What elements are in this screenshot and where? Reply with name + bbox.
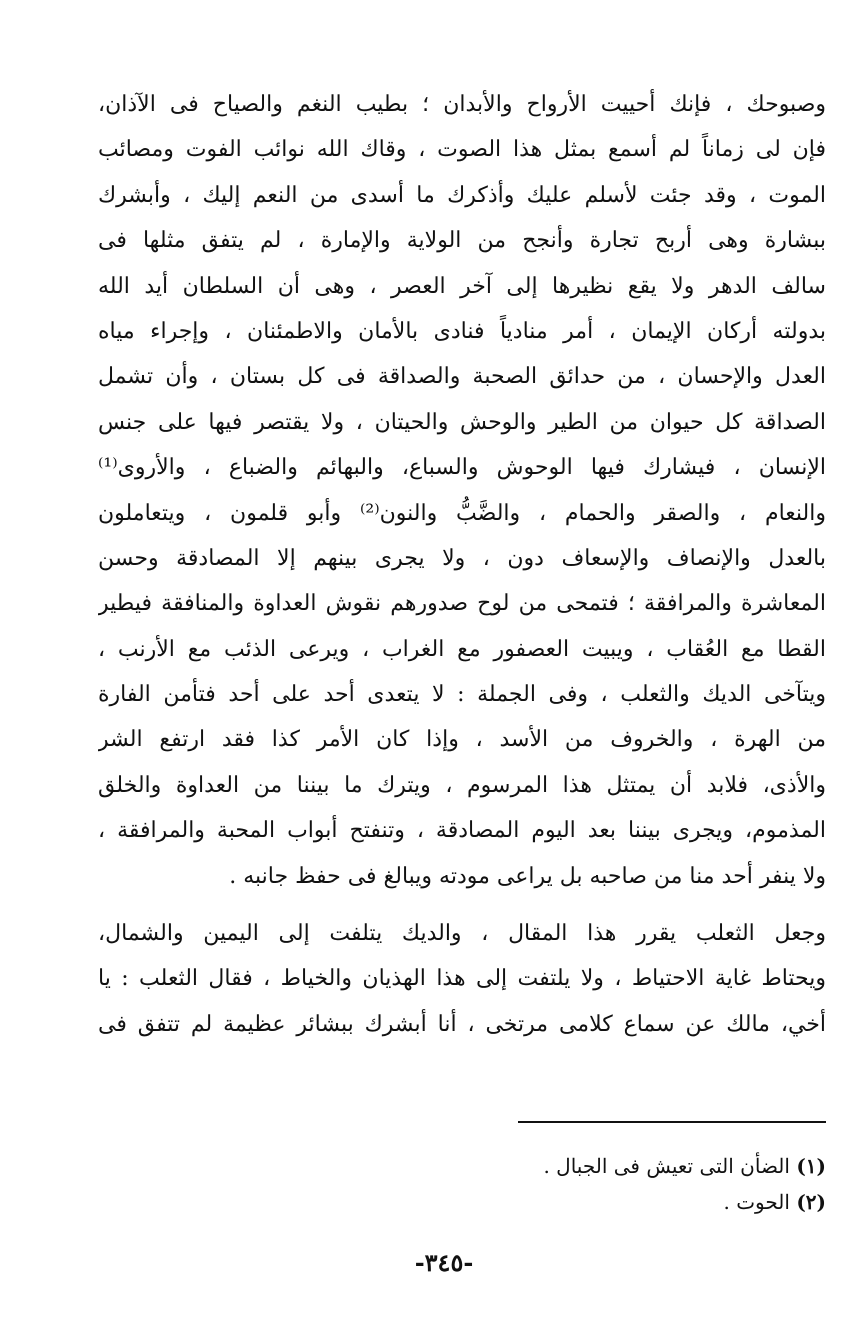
text-line: من الهرة ، والخروف من الأسد ، وإذا كان الأمر كذا فقد ارتفع الشر [98,727,826,753]
text-line: العدل والإحسان ، من حدائق الصحبة والصداقة فى كل بستان ، وأن تشمل [98,364,826,390]
text-line: الصداقة كل حيوان من الطير والوحش والحيتان ، ولا يقتصر فيها على جنس [98,409,826,435]
text-line: المعاشرة والمرافقة ؛ فتمحى من لوح صدورهم نقوش العداوة والمنافقة فيطير [98,591,826,617]
text-line: المذموم، ويجرى بيننا بعد اليوم المصادقة ، وتنفتح أبواب المحبة والمرافقة ، [98,818,826,844]
footnote-text: الضأن التى تعيش فى الجبال . [543,1154,790,1178]
text-line: ولا ينفر أحد منا من صاحبه بل يراعى مودته ويبالغ فى حفظ جانبه . [229,863,826,889]
footnote-item [400,1184,826,1220]
text-line: وجعل الثعلب يقرر هذا المقال ، والديك يتلفت إلى اليمين والشمال، [98,921,826,947]
text-line: بدولته أركان الإيمان ، أمر منادياً فنادى بالأمان والاطمئنان ، وإجراء مياه [98,318,826,344]
text-line: الإنسان ، فيشارك فيها الوحوش والسباع، والبهائم والضباع ، والأروى⁽¹⁾ [98,455,826,481]
text-line: القطا مع العُقاب ، ويبيت العصفور مع الغراب ، ويرعى الذئب مع الأرنب ، [98,636,826,662]
text-line: وصبوحك ، فإنك أحييت الأرواح والأبدان ؛ بطيب النغم والصياح فى الآذان، [98,92,826,117]
footnote-text: الحوت . [723,1190,790,1214]
text-line: الموت ، وقد جئت لأسلم عليك وأذكرك ما أسدى من النعم إليك ، وأبشرك [98,182,826,208]
text-line: ببشارة وهى أربح تجارة وأنجح من الولاية والإمارة ، لم يتفق مثلها فى [98,228,826,254]
text-line: والنعام ، والصقر والحمام ، والضَّبُّ والنون⁽²⁾ وأبو قلمون ، ويتعاملون [98,500,826,526]
text-line: بالعدل والإنصاف والإسعاف دون ، ولا يجرى بينهم إلا المصادقة وحسن [98,545,826,571]
text-line: ويتآخى الديك والثعلب ، وفى الجملة : لا يتعدى أحد على أحد فتأمن الفارة [98,682,826,708]
text-line: ويحتاط غاية الاحتياط ، ولا يلتفت إلى هذا الهذيان والخياط ، فقال الثعلب : يا [98,966,826,992]
text-line: أخي، مالك عن سماع كلامى مرتخى ، أنا أبشرك ببشائر عظيمة لم تتفق فى [98,1011,826,1037]
main-text [98,82,826,1047]
footnote-number: (١) [796,1154,826,1178]
paragraph-spacer [98,899,826,911]
text-line: والأذى، فلابد أن يمتثل هذا المرسوم ، ويترك ما بيننا من العداوة والخلق [98,772,826,798]
footnote-separator [518,1121,826,1123]
paragraph-2 [98,911,826,1047]
footnotes [400,1148,826,1220]
footnote-number: (٢) [796,1190,826,1214]
page-number: -٣٤٥- [414,1248,474,1277]
paragraph-1 [98,82,826,899]
text-line: سالف الدهر ولا يقع نظيرها إلى آخر العصر ، وهى أن السلطان أيد الله [98,273,826,299]
footnote-item [400,1148,826,1184]
text-line: فإن لى زماناً لم أسمع بمثل هذا الصوت ، وقاك الله نوائب الفوت ومصائب [98,137,826,163]
